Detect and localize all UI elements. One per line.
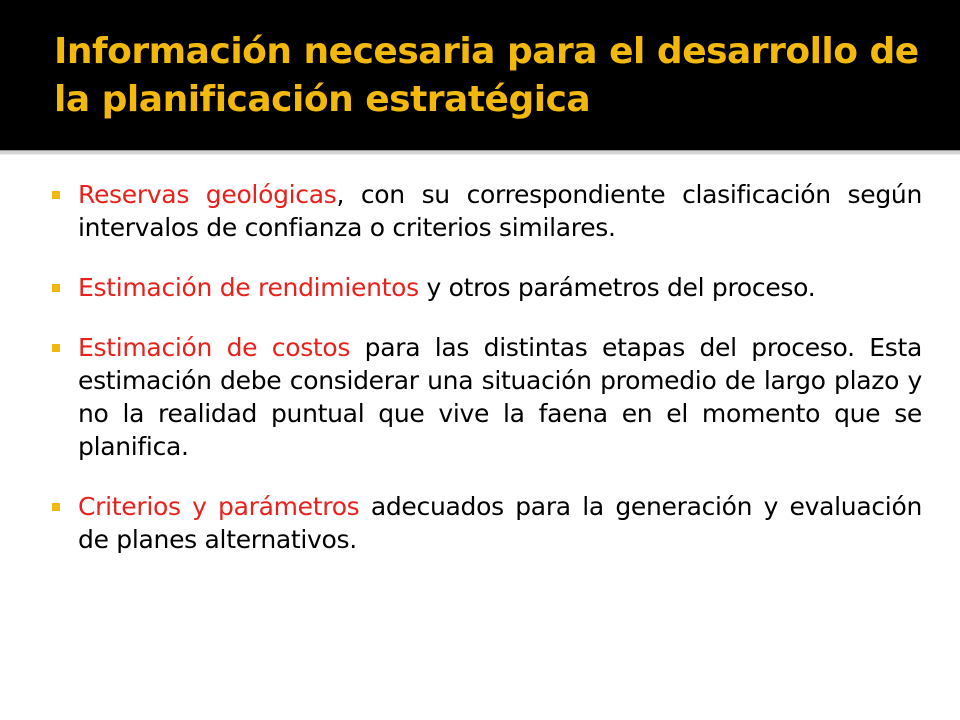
bullet-list	[52, 178, 922, 583]
title-bar	[0, 0, 960, 150]
bullet-highlight: Estimación de costos	[78, 333, 351, 362]
bullet-item-reservas	[52, 178, 922, 244]
bullet-item-criterios	[52, 490, 922, 556]
bullet-text: para las distintas etapas del proceso. Esta estimación debe considerar una situación promedio de largo plazo y no la realidad puntual que vive la faena en el momento que se planifica.	[78, 333, 922, 461]
bullet-highlight: Criterios y parámetros	[78, 492, 360, 521]
bullet-highlight: Reservas geológicas	[78, 180, 337, 209]
bullet-highlight: Estimación de rendimientos	[78, 273, 419, 302]
bullet-text: , con su correspondiente clasificación según intervalos de confianza o criterios similares.	[78, 180, 922, 242]
square-bullet-icon	[52, 503, 60, 511]
slide-title: Información necesaria para el desarrollo de la planificación estratégica	[54, 31, 919, 120]
square-bullet-icon	[52, 344, 60, 352]
bullet-text: adecuados para la generación y evaluación de planes alternativos.	[78, 492, 922, 554]
bullet-item-rendimientos	[52, 271, 922, 304]
bullet-text: y otros parámetros del proceso.	[418, 273, 816, 302]
title-divider	[0, 150, 960, 155]
bullet-item-costos	[52, 331, 922, 463]
square-bullet-icon	[52, 284, 60, 292]
square-bullet-icon	[52, 191, 60, 199]
